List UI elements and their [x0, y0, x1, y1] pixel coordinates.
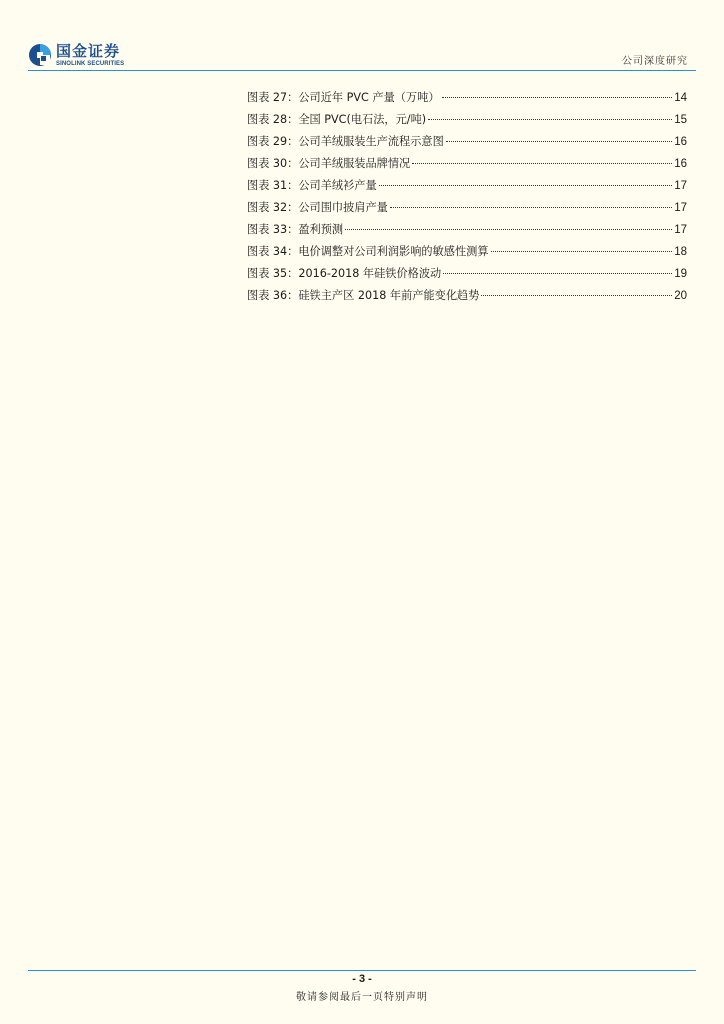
toc-entry[interactable]: [247, 286, 687, 308]
logo-mark-icon: [28, 43, 52, 67]
toc-leader-dots: [412, 151, 672, 164]
toc-entry-title: 图表 34：电价调整对公司利润影响的敏感性测算: [247, 245, 489, 258]
toc-entry-title: 图表 36：硅铁主产区 2018 年前产能变化趋势: [247, 289, 480, 302]
toc-leader-dots: [491, 239, 673, 252]
toc-entry-page: 16: [674, 136, 687, 148]
toc-entry-title: 图表 28：全国 PVC(电石法，元/吨): [247, 113, 427, 126]
toc-entry-page: 17: [674, 224, 687, 236]
toc-leader-dots: [390, 195, 672, 208]
toc-entry-page: 20: [674, 290, 687, 302]
footer-rule: [28, 970, 696, 971]
logo-chinese-name: 国金证券: [56, 41, 121, 60]
toc-leader-dots: [442, 85, 673, 98]
toc-leader-dots: [446, 129, 672, 142]
toc-entry-page: 18: [674, 246, 687, 258]
toc-entry-page: 19: [674, 268, 687, 280]
toc-entry-page: 16: [674, 158, 687, 170]
page-number: - 3 -: [352, 973, 372, 985]
toc-leader-dots: [443, 261, 672, 274]
toc-leader-dots: [345, 217, 672, 230]
report-type: 公司深度研究: [622, 56, 688, 67]
toc-entry-page: 15: [674, 114, 687, 126]
toc-entry-page: 17: [674, 180, 687, 192]
company-logo: [28, 41, 124, 69]
logo-english-name: SINOLINK SECURITIES: [56, 60, 125, 67]
page-header: [0, 0, 724, 72]
toc-entry-title: 图表 29：公司羊绒服装生产流程示意图: [247, 135, 444, 148]
toc-leader-dots: [428, 107, 672, 120]
toc-entry-title: 图表 33：盈利预测: [247, 223, 344, 236]
toc-leader-dots: [379, 173, 673, 186]
header-rule: [28, 70, 696, 71]
toc-entry-page: 17: [674, 202, 687, 214]
toc-entry-title: 图表 27：公司近年 PVC 产量（万吨）: [247, 91, 440, 104]
toc-entry-title: 图表 32：公司围巾披肩产量: [247, 201, 388, 214]
toc-entry-page: 14: [674, 92, 687, 104]
toc-leader-dots: [481, 283, 672, 296]
toc-entry-title: 图表 31：公司羊绒衫产量: [247, 179, 377, 192]
figure-index: [247, 88, 687, 308]
toc-entry-title: 图表 35：2016-2018 年硅铁价格波动: [247, 267, 442, 280]
footer-disclaimer: 敬请参阅最后一页特别声明: [296, 992, 428, 1003]
toc-entry-title: 图表 30：公司羊绒服装品牌情况: [247, 157, 411, 170]
